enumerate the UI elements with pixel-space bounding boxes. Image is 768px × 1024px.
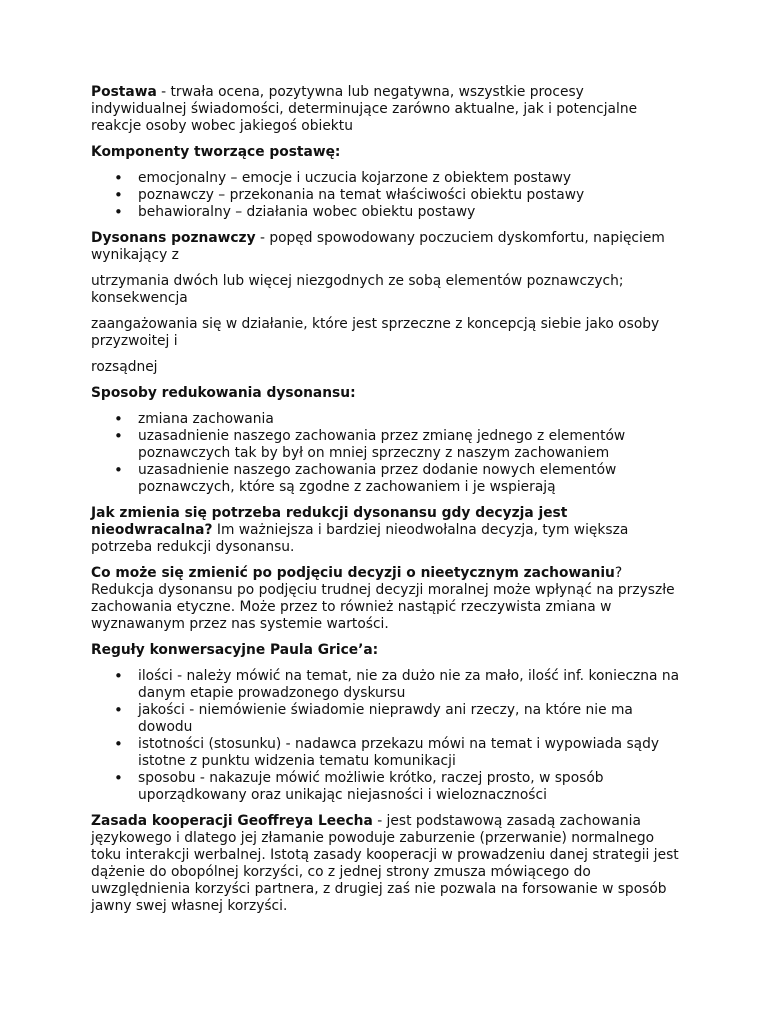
list-item: • sposobu - nakazuje mówić możliwie krótko, raczej prosto, w sposób uporządkowany oraz unikając niejasności i wieloznaczności bbox=[138, 770, 681, 804]
list-item: • zmiana zachowania bbox=[138, 411, 681, 428]
document-page bbox=[91, 84, 681, 924]
leech-term: Zasada kooperacji Geoffreya Leecha bbox=[91, 813, 373, 829]
co-moze-paragraph bbox=[91, 565, 681, 633]
grice-list bbox=[91, 668, 681, 804]
dysonans-paragraph-2: utrzymania dwóch lub więcej niezgodnych ze sobą elementów poznawczych; konsekwencja bbox=[91, 273, 624, 306]
list-item: • ilości - należy mówić na temat, nie za dużo nie za mało, ilość inf. konieczna na danym etapie prowadzonego dyskursu bbox=[138, 668, 681, 702]
komponenty-list bbox=[91, 170, 681, 221]
list-item: • jakości - niemówienie świadomie nieprawdy ani rzeczy, na które nie ma dowodu bbox=[138, 702, 681, 736]
sposoby-list bbox=[91, 411, 681, 496]
list-item: • istotności (stosunku) - nadawca przekazu mówi na temat i wypowiada sądy istotne z punktu widzenia tematu komunikacji bbox=[138, 736, 681, 770]
list-item: • poznawczy – przekonania na temat właściwości obiektu postawy bbox=[138, 187, 681, 204]
dysonans-paragraph bbox=[91, 230, 681, 264]
postawa-paragraph bbox=[91, 84, 681, 135]
komponenty-heading: Komponenty tworzące postawę: bbox=[91, 144, 341, 160]
list-item: • emocjonalny – emocje i uczucia kojarzone z obiektem postawy bbox=[138, 170, 681, 187]
leech-text: - jest podstawową zasadą zachowania językowego i dlatego jej złamanie powoduje zaburzenie (przerwanie) normalnego toku interakcji werbalnej. Istotą zasady kooperacji w prowadzeniu danej strategii jest dążenie do obopólnej korzyści, co z jednej strony zmusza mówiącego do uwzględnienia korzyści partnera, z drugiej zaś nie pozwala na forsowanie w sposób jawny swej własnej korzyści. bbox=[91, 813, 679, 914]
sposoby-heading: Sposoby redukowania dysonansu: bbox=[91, 385, 356, 401]
list-item: • behawioralny – działania wobec obiektu postawy bbox=[138, 204, 681, 221]
leech-paragraph bbox=[91, 813, 681, 915]
grice-heading: Reguły konwersacyjne Paula Grice’a: bbox=[91, 642, 379, 658]
dysonans-term: Dysonans poznawczy bbox=[91, 230, 256, 246]
co-moze-answer: Redukcja dysonansu po podjęciu trudnej decyzji moralnej może wpłynąć na przyszłe zachowania etyczne. Może przez to również nastąpić rzeczywista zmiana w wyznawanym przez nas systemie wartości. bbox=[91, 582, 675, 632]
postawa-text: - trwała ocena, pozytywna lub negatywna, wszystkie procesy indywidualnej świadomości, determinujące zarówno aktualne, jak i potencjalne reakcje osoby wobec jakiegoś obiektu bbox=[91, 84, 638, 134]
dysonans-text: - popęd spowodowany poczuciem dyskomfortu, napięciem wynikający z bbox=[91, 230, 665, 263]
jak-zmienia-answer: Im ważniejsza i bardziej nieodwołalna decyzja, tym większa potrzeba redukcji dysonansu. bbox=[91, 522, 629, 555]
co-moze-mark: ? bbox=[614, 565, 623, 581]
jak-zmienia-paragraph bbox=[91, 505, 681, 556]
dysonans-paragraph-3: zaangażowania się w działanie, które jest sprzeczne z koncepcją siebie jako osoby przyzwoitej i bbox=[91, 316, 660, 349]
dysonans-paragraph-4: rozsądnej bbox=[91, 359, 158, 375]
co-moze-question: Co może się zmienić po podjęciu decyzji o nieetycznym zachowaniu bbox=[91, 565, 615, 581]
jak-zmienia-question: Jak zmienia się potrzeba redukcji dysonansu gdy decyzja jest nieodwracalna? bbox=[91, 505, 568, 538]
list-item: • uzasadnienie naszego zachowania przez zmianę jednego z elementów poznawczych tak by był on mniej sprzeczny z naszym zachowaniem bbox=[138, 428, 681, 462]
postawa-term: Postawa bbox=[91, 84, 157, 100]
list-item: • uzasadnienie naszego zachowania przez dodanie nowych elementów poznawczych, które są zgodne z zachowaniem i je wspierają bbox=[138, 462, 681, 496]
